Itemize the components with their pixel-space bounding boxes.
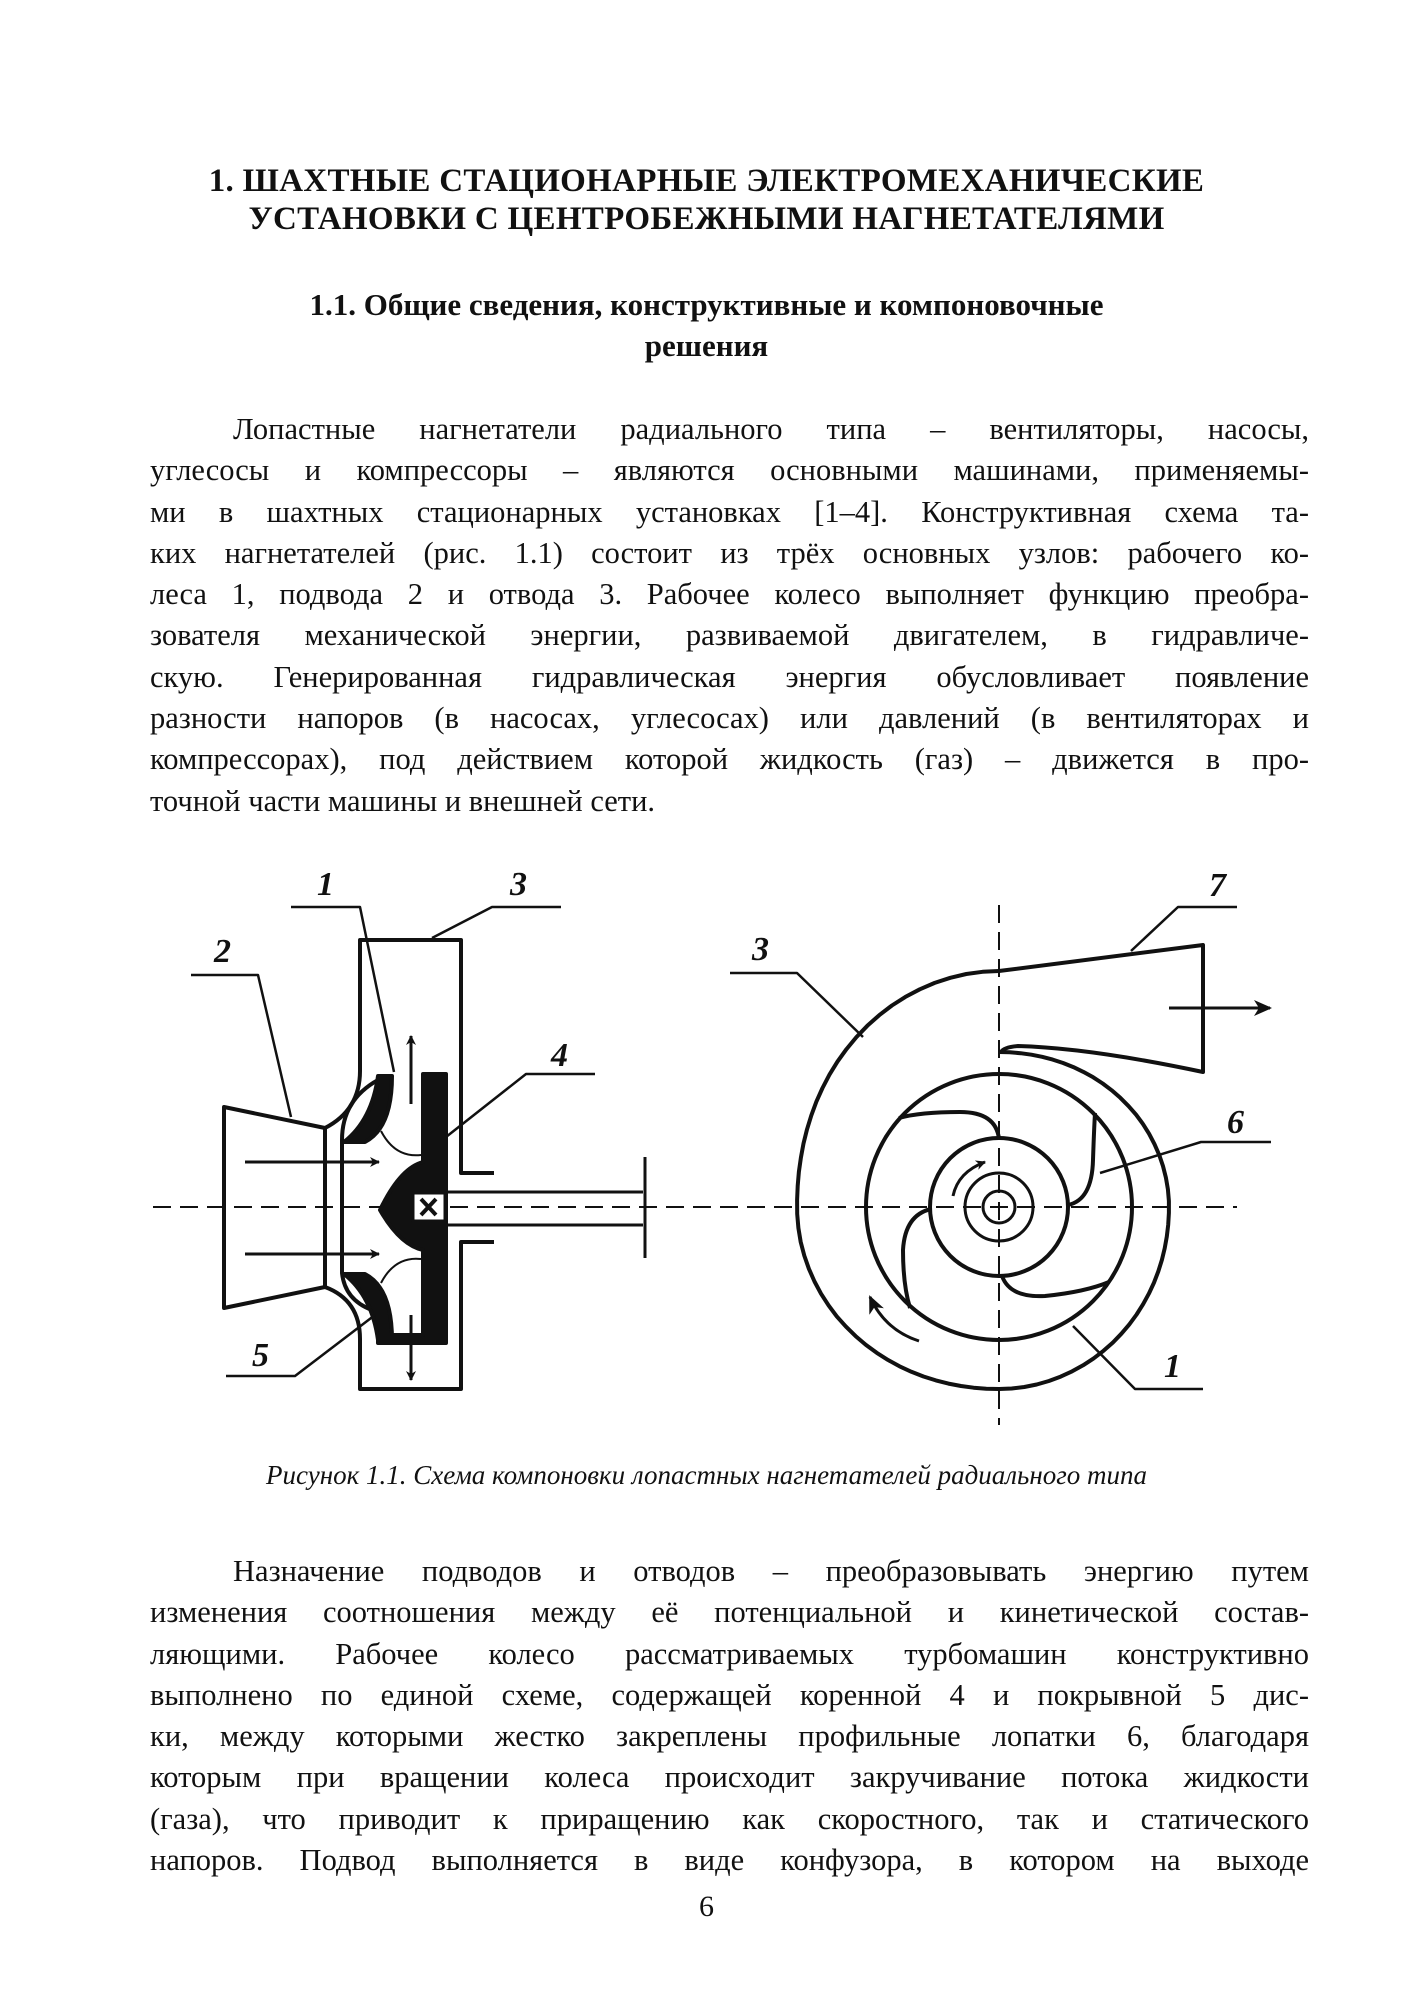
text-line: углесосы и компрессоры – являются основными машинами, применяемы- (150, 453, 1309, 488)
label-inlet: 2 (214, 933, 231, 970)
section-title-line-1: 1.1. Общие сведения, конструктивные и компоновочные (309, 287, 1104, 322)
front-view (730, 907, 1271, 1389)
text-line: ки, между которыми жестко закреплены профильные лопатки 6, благодаря (150, 1719, 1309, 1754)
text-line: леса 1, подвода 2 и отвода 3. Рабочее колесо выполняет функцию преобра- (150, 577, 1309, 612)
label-impeller-left: 1 (317, 866, 334, 903)
side-section-view (191, 907, 645, 1389)
paragraph-purpose (150, 1551, 1309, 1881)
text-line: изменения соотношения между её потенциальной и кинетической состав- (150, 1595, 1309, 1630)
text-line: выполнено по единой схеме, содержащей коренной 4 и покрывной 5 дис- (150, 1677, 1309, 1712)
text-line: Лопастные нагнетатели радиального типа – вентиляторы, насосы, (233, 412, 1309, 446)
blade-bottom (381, 1259, 421, 1283)
chapter-title-line-1: 1. ШАХТНЫЕ СТАЦИОНАРНЫЕ ЭЛЕКТРОМЕХАНИЧЕСКИЕ (208, 163, 1205, 199)
text-line: Назначение подводов и отводов – преобразовывать энергию путем (233, 1554, 1309, 1588)
leader-lines-left (191, 907, 595, 1376)
label-diffuser: 7 (1209, 867, 1226, 904)
label-volute-right: 3 (752, 931, 769, 968)
section-title-line-2: решения (644, 328, 769, 363)
label-shroud-disc: 5 (252, 1337, 269, 1374)
label-blades: 6 (1227, 1104, 1244, 1141)
blade-2 (1068, 1113, 1095, 1205)
figure-caption: Рисунок 1.1. Схема компоновки лопастных нагнетателей радиального типа (265, 1460, 1148, 1490)
label-impeller-right: 1 (1164, 1348, 1181, 1385)
text-line: ких нагнетателей (рис. 1.1) состоит из трёх основных узлов: рабочего ко- (150, 535, 1309, 570)
text-line: (газа), что приводит к приращению как скоростного, так и статического (150, 1801, 1309, 1836)
text-line: зователя механической энергии, развиваемой двигателем, в гидравличе- (150, 618, 1309, 653)
blade-1 (899, 1112, 999, 1139)
text-line: напоров. Подвод выполняется в виде конфузора, в котором на выходе (150, 1843, 1309, 1878)
text-line: компрессорах), под действием которой жидкость (газ) – движется в про- (150, 742, 1309, 777)
volute-spiral (797, 971, 1169, 1389)
leader-lines-right (730, 907, 1271, 1389)
rotation-arrow-outer (870, 1297, 919, 1341)
blade-3 (1002, 1276, 1109, 1296)
text-line: которым при вращении колеса происходит закручивание потока жидкости (150, 1760, 1309, 1795)
blade-top (381, 1131, 421, 1155)
blade-4 (903, 1209, 931, 1308)
chapter-title-line-2: УСТАНОВКИ С ЦЕНТРОБЕЖНЫМИ НАГНЕТАТЕЛЯМИ (248, 201, 1165, 237)
text-line: ляющими. Рабочее колесо рассматриваемых турбомашин конструктивно (150, 1636, 1309, 1671)
text-line: ми в шахтных стационарных установках [1–4]. Конструктивная схема та- (150, 494, 1309, 529)
label-back-disc: 4 (551, 1037, 568, 1074)
text-line: скую. Генерированная гидравлическая энергия обусловливает появление (150, 659, 1309, 694)
label-volute-left: 3 (510, 866, 527, 903)
page-number: 6 (699, 1890, 714, 1923)
text-line: точной части машины и внешней сети. (150, 783, 656, 818)
text-line: разности напоров (в насосах, углесосах) или давлений (в вентиляторах и (150, 701, 1309, 736)
